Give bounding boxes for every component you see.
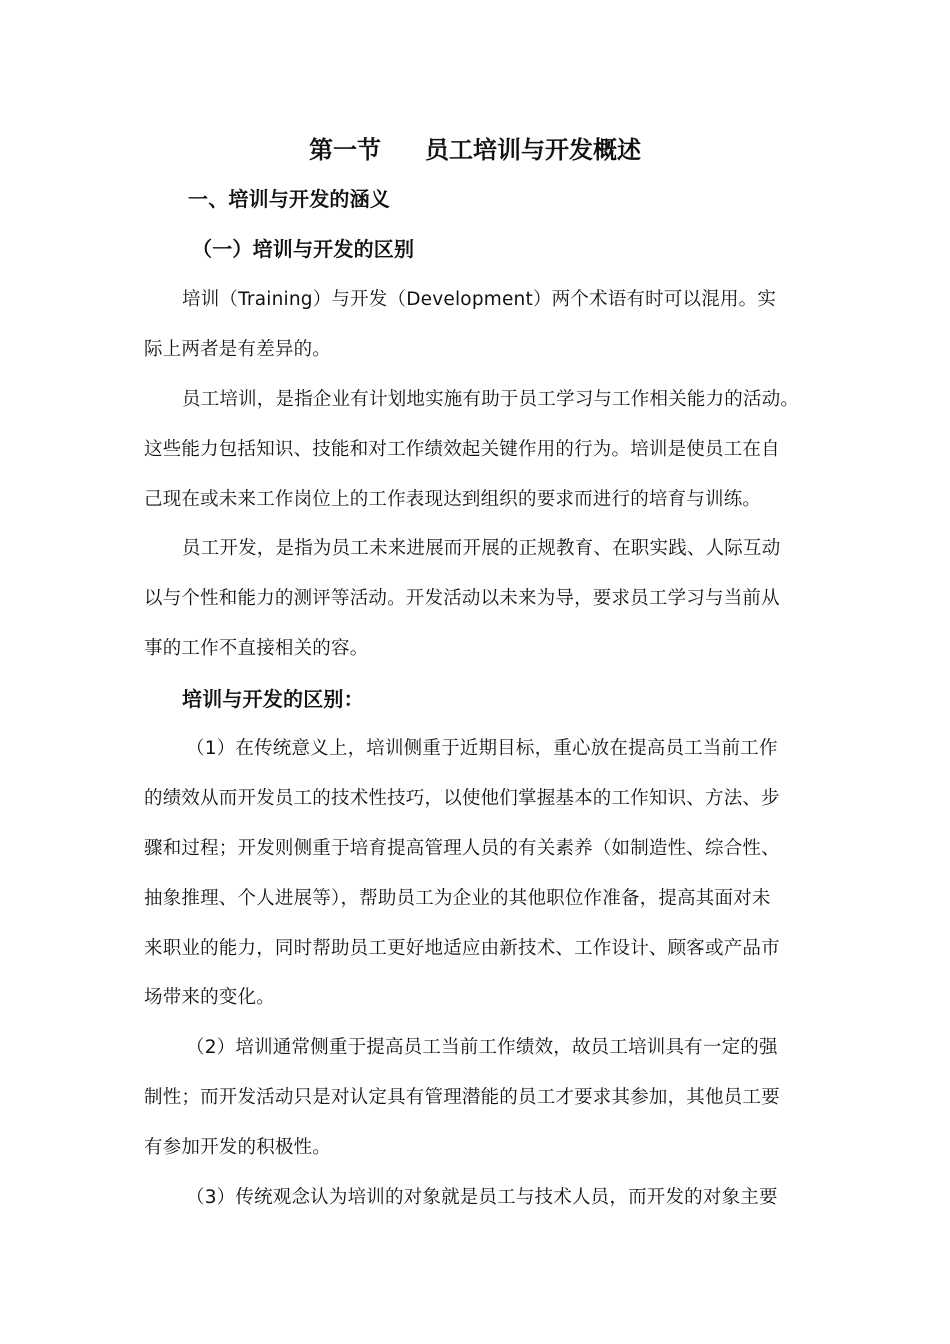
paragraph-line: 己现在或未来工作岗位上的工作表现达到组织的要求而进行的培育与训练。	[144, 489, 762, 510]
page-title	[0, 134, 950, 166]
paragraph-line: 培训（Training）与开发（Development）两个术语有时可以混用。实	[182, 289, 777, 310]
title-section-name: 员工培训与开发概述	[425, 136, 641, 164]
paragraph-line: 有参加开发的积极性。	[144, 1137, 332, 1158]
paragraph-line: （3）传统观念认为培训的对象就是员工与技术人员，而开发的对象主要	[186, 1187, 778, 1208]
paragraph-line: 事的工作不直接相关的容。	[144, 638, 369, 659]
heading-level-1: 一、培训与开发的涵义	[188, 187, 390, 211]
title-section-number: 第一节	[309, 136, 381, 164]
paragraph-line: 以与个性和能力的测评等活动。开发活动以未来为导，要求员工学习与当前从	[144, 588, 780, 609]
paragraph-line: 骤和过程；开发则侧重于培育提高管理人员的有关素养（如制造性、综合性、	[144, 838, 780, 859]
paragraph-line: （2）培训通常侧重于提高员工当前工作绩效，故员工培训具有一定的强	[186, 1037, 778, 1058]
paragraph-line: 场带来的变化。	[144, 987, 275, 1008]
heading-level-2: （一）培训与开发的区别	[192, 237, 415, 261]
paragraph-line: 际上两者是有差异的。	[144, 339, 332, 360]
paragraph-line: 员工培训，是指企业有计划地实施有助于员工学习与工作相关能力的活动。	[182, 389, 800, 410]
paragraph-line: 制性；而开发活动只是对认定具有管理潜能的员工才要求其参加，其他员工要	[144, 1087, 780, 1108]
paragraph-line: 的绩效从而开发员工的技术性技巧，以使他们掌握基本的工作知识、方法、步	[144, 788, 780, 809]
paragraph-line: 这些能力包括知识、技能和对工作绩效起关键作用的行为。培训是使员工在自	[144, 439, 780, 460]
paragraph-line: 来职业的能力，同时帮助员工更好地适应由新技术、工作设计、顾客或产品市	[144, 938, 780, 959]
paragraph-line: 抽象推理、个人进展等），帮助员工为企业的其他职位作准备，提高其面对未	[144, 888, 771, 909]
subheading-differences: 培训与开发的区别：	[182, 687, 364, 711]
paragraph-line: （1）在传统意义上，培训侧重于近期目标，重心放在提高员工当前工作	[186, 738, 778, 759]
paragraph-line: 员工开发，是指为员工未来进展而开展的正规教育、在职实践、人际互动	[182, 538, 781, 559]
